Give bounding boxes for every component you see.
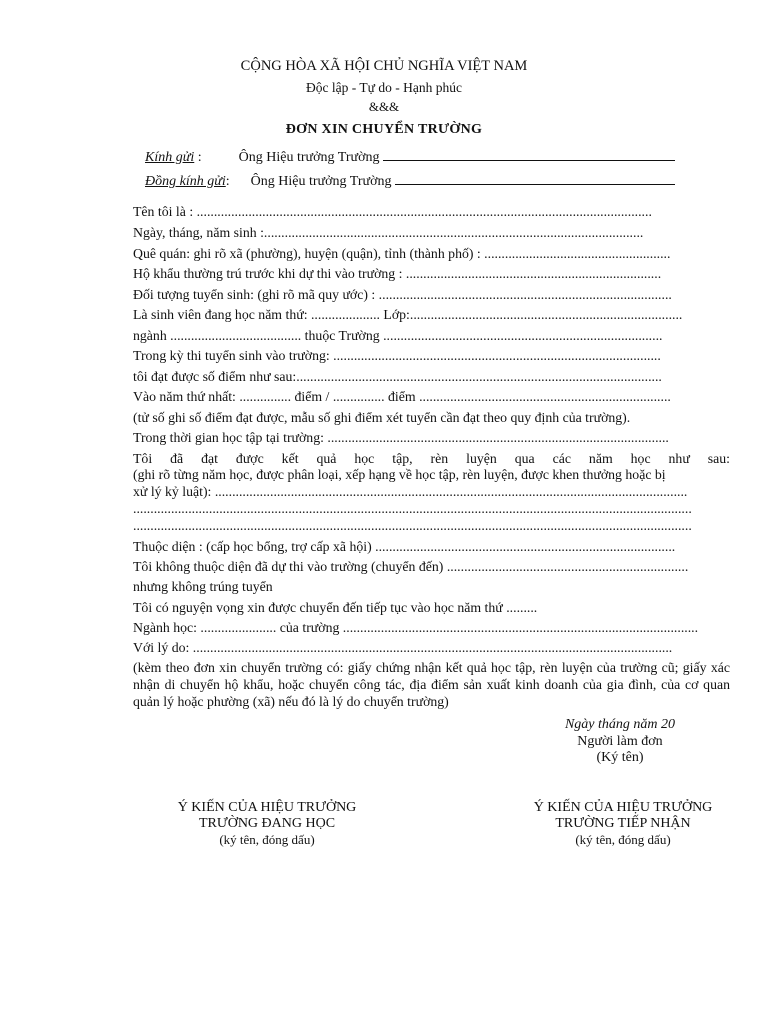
results-intro: Tôi đã đạt được kết quả học tập, rèn luyện qua các năm học như sau: [133, 451, 730, 466]
opinion-current-school [150, 800, 384, 848]
field-benefit-category[interactable]: Thuộc diện : (cấp học bổng, trợ cấp xã hội) ....................................................................................... [133, 539, 676, 554]
dong-kinh-gui-separator: : [225, 174, 230, 189]
field-full-name[interactable]: Tên tôi là : .................................................................................................................................... [133, 204, 652, 219]
country-name: CỘNG HÒA XÃ HỘI CHỦ NGHĨA VIỆT NAM [240, 58, 528, 74]
not-admitted-text: nhưng không trúng tuyển [133, 579, 273, 594]
kinh-gui-text: Ông Hiệu trưởng Trường [238, 150, 380, 165]
opinion-right-note: (ký tên, đóng dấu) [575, 832, 671, 847]
opinion-right-school: TRƯỜNG TIẾP NHẬN [555, 816, 691, 831]
applicant-sign-note: (Ký tên) [596, 750, 644, 765]
field-date-of-birth[interactable]: Ngày, tháng, năm sinh :.............................................................................................................. [133, 225, 644, 240]
field-reason[interactable]: Với lý do: ........................................................................................................................................... [133, 640, 673, 655]
field-not-category[interactable]: Tôi không thuộc diện đã dự thi vào trường (chuyển đến) ...................................................................... [133, 559, 689, 574]
kinh-gui-label: Kính gửi [145, 150, 195, 165]
field-results-extra-1[interactable]: .................................................................................................................................................................. [133, 501, 692, 516]
opinion-left-title: Ý KIẾN CỦA HIỆU TRƯỞNG [177, 800, 357, 815]
field-major-school[interactable]: ngành ...................................... thuộc Trường ................................................................................. [133, 328, 663, 343]
field-first-year-score[interactable]: Vào năm thứ nhất: ............... điểm / ............... điểm ......................................................................... [133, 389, 671, 404]
field-transfer-year[interactable]: Tôi có nguyện vọng xin được chuyển đến tiếp tục vào học năm thứ ......... [133, 600, 538, 615]
applicant-label: Người làm đơn [577, 734, 663, 749]
field-study-period[interactable]: Trong thời gian học tập tại trường: ................................................................................................... [133, 430, 669, 445]
signature-block [520, 717, 720, 766]
national-motto: Độc lập - Tự do - Hạnh phúc [306, 80, 462, 95]
dong-kinh-gui-text: Ông Hiệu trưởng Trường [250, 174, 392, 189]
opinion-left-school: TRƯỜNG ĐANG HỌC [198, 816, 336, 831]
field-residence[interactable]: Hộ khẩu thường trú trước khi dự thi vào trường : .......................................................................... [133, 266, 662, 281]
recipient-primary [145, 148, 675, 166]
opinion-right-title: Ý KIẾN CỦA HIỆU TRƯỞNG [533, 800, 713, 815]
signature-date: Ngày tháng năm 20 [564, 717, 676, 732]
opinion-left-note: (ký tên, đóng dấu) [219, 832, 315, 847]
school-name-blank-2[interactable] [395, 172, 675, 185]
school-name-blank-1[interactable] [383, 148, 675, 161]
field-enrollment-category[interactable]: Đối tượng tuyển sinh: (ghi rõ mã quy ước) : ..................................................................................... [133, 287, 672, 302]
field-current-year-class[interactable]: Là sinh viên đang học năm thứ: .................... Lớp:............................................................................... [133, 307, 683, 322]
field-hometown[interactable]: Quê quán: ghi rõ xã (phường), huyện (quận), tỉnh (thành phố) : ...................................................... [133, 246, 671, 261]
field-results-extra-2[interactable]: .................................................................................................................................................................. [133, 518, 692, 533]
field-discipline[interactable]: xử lý kỷ luật): ......................................................................................................................................... [133, 484, 688, 499]
results-instruction: (ghi rõ từng năm học, được phân loại, xếp hạng về học tập, rèn luyện, được khen thưởng hoặc bị [133, 467, 666, 482]
kinh-gui-separator: : [194, 150, 202, 165]
field-transfer-major[interactable]: Ngành học: ...................... của trường ....................................................................................................... [133, 620, 699, 635]
field-entrance-exam[interactable]: Trong kỳ thi tuyển sinh vào trường: ............................................................................................... [133, 348, 661, 363]
opinion-receiving-school [506, 800, 740, 848]
ornament: &&& [368, 99, 400, 114]
score-note: (tử số ghi số điểm đạt được, mẫu số ghi điểm xét tuyển cần đạt theo quy định của trường). [133, 410, 631, 425]
field-scores[interactable]: tôi đạt được số điểm như sau:.......................................................................................................... [133, 369, 662, 384]
attachments-note: (kèm theo đơn xin chuyển trường có: giấy chứng nhận kết quả học tập, rèn luyện của trường cũ; giấy xác nhận di chuyển hộ khẩu, hoặc chuyển công tác, địa điểm sản xuất kinh doanh của gia đình, của cơ quan quản lý hoặc phường (xã) nếu đó là lý do chuyển trường) [133, 660, 730, 709]
recipient-secondary [145, 172, 675, 190]
dong-kinh-gui-label: Đồng kính gửi [145, 174, 226, 189]
document-title: ĐƠN XIN CHUYỂN TRƯỜNG [285, 122, 483, 137]
